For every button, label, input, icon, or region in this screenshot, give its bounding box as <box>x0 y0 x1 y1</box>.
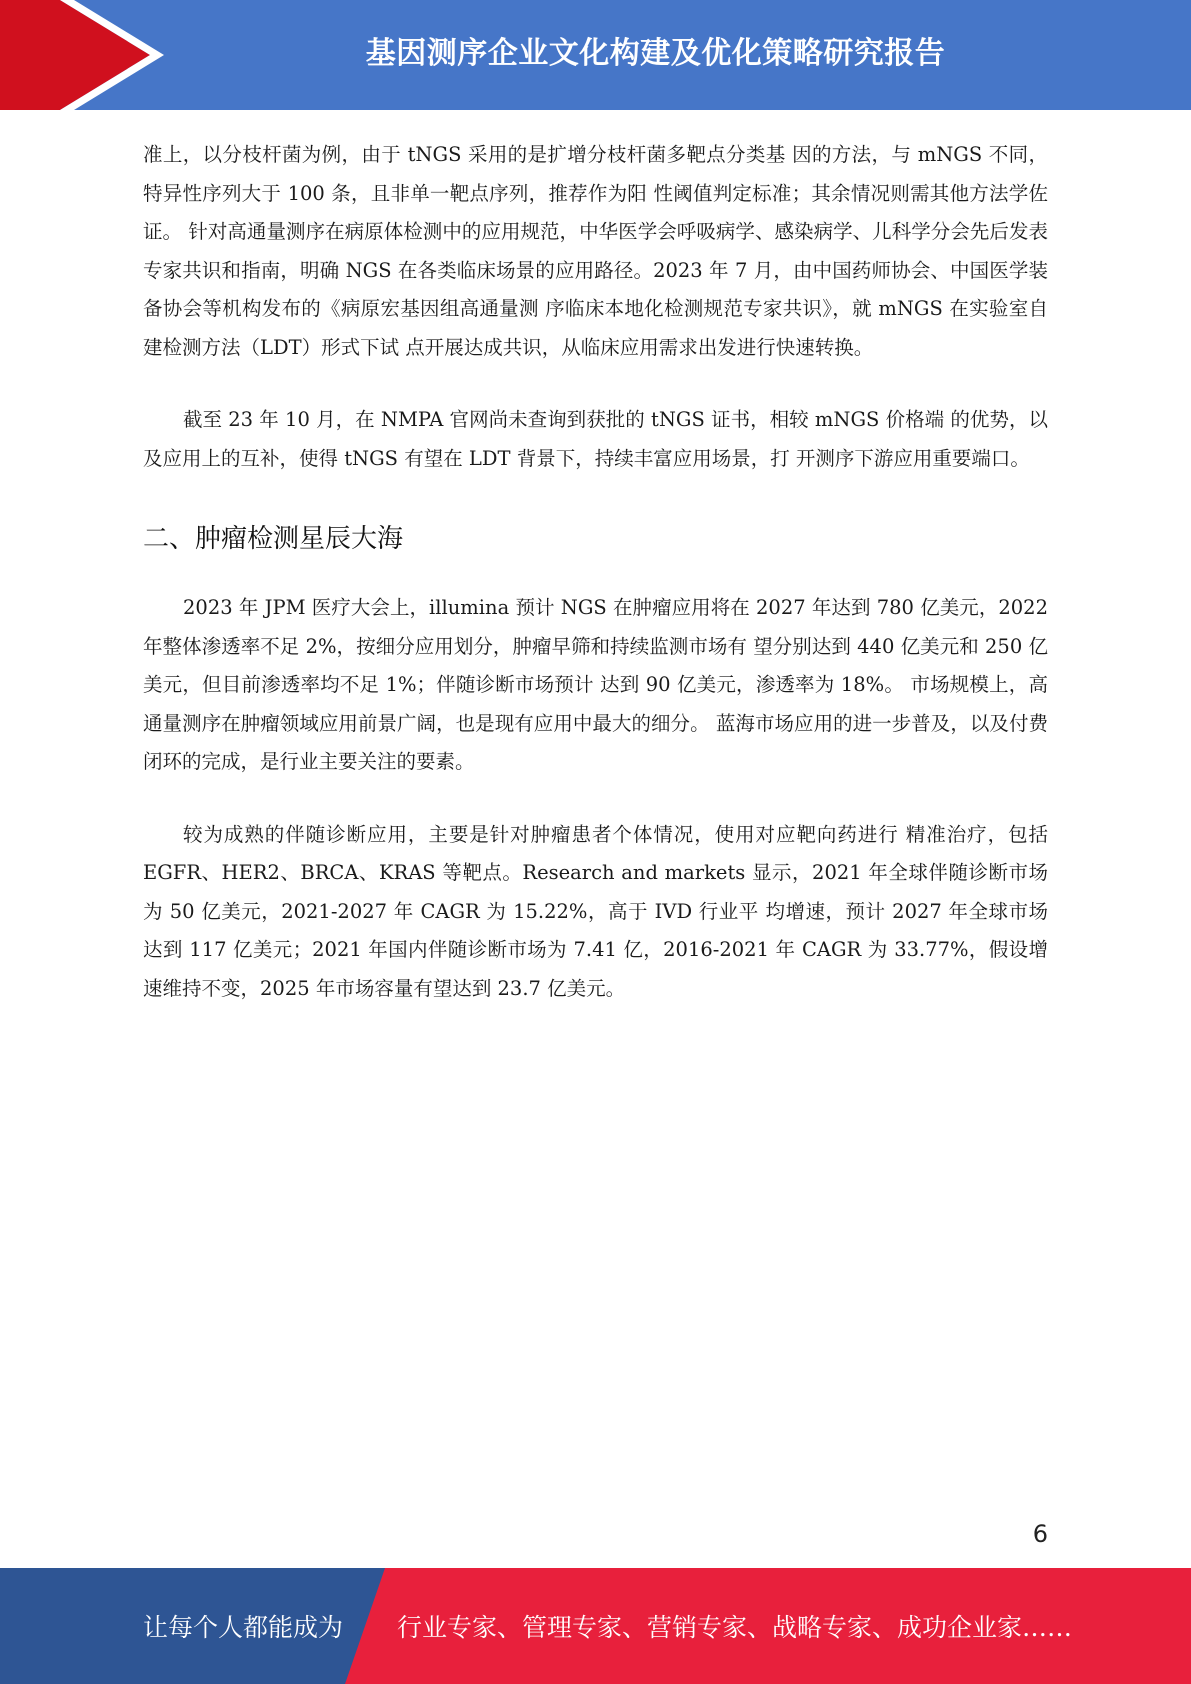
header-chevron-decoration <box>0 0 170 110</box>
body-paragraph: 准上，以分枝杆菌为例，由于 tNGS 采用的是扩增分枝杆菌多靶点分类基 因的方法，与 mNGS 不同，特异性序列大于 100 条，且非单一靶点序列，推荐作为阳 性阈值判定标准；其余情况则需其他方法学佐证。 针对高通量测序在病原体检测中的应用规范，中华医学会呼吸病学、感染病学、儿科学分会先后发表专家共识和指南，明确 NGS 在各类临床场景的应用路径。2023 年 7 月，由中国药师协会、中国医学装备协会等机构发布的《病原宏基因组高通量测 序临床本地化检测规范专家共识》，就 mNGS 在实验室自建检测方法（LDT）形式下试 点开展达成共识，从临床应用需求出发进行快速转换。 <box>143 143 1048 359</box>
page-header <box>0 0 1191 110</box>
page-content <box>143 136 1048 1008</box>
footer-slogan-left: 让每个人都能成为 <box>143 1613 344 1642</box>
page-footer <box>0 1568 1191 1684</box>
body-paragraph: 2023 年 JPM 医疗大会上，illumina 预计 NGS 在肿瘤应用将在 2027 年达到 780 亿美元，2022 年整体渗透率不足 2%，按细分应用划分，肿瘤早筛和持续监测市场有 望分别达到 440 亿美元和 250 亿美元，但目前渗透率均不足 1%；伴随诊断市场预计 达到 90 亿美元，渗透率为 18%。 市场规模上，高通量测序在肿瘤领域应用前景广阔，也是现有应用中最大的细分。 蓝海市场应用的进一步普及，以及付费闭环的完成，是行业主要关注的要素。 <box>143 596 1048 773</box>
footer-slogan-right: 行业专家、管理专家、营销专家、战略专家、成功企业家…… <box>397 1613 1073 1642</box>
document-title: 基因测序企业文化构建及优化策略研究报告 <box>365 36 946 71</box>
page-number: 6 <box>1032 1520 1048 1548</box>
section-heading: 二、肿瘤检测星辰大海 <box>143 524 404 554</box>
body-paragraph: 较为成熟的伴随诊断应用，主要是针对肿瘤患者个体情况，使用对应靶向药进行 精准治疗，包括 EGFR、HER2、BRCA、KRAS 等靶点。Research and markets 显示，2021 年全球伴随诊断市场为 50 亿美元，2021-2027 年 CAGR 为 15.22%，高于 IVD 行业平 均增速，预计 2027 年全球市场达到 117 亿美元；2021 年国内伴随诊断市场为 7.41 亿，2016-2021 年 CAGR 为 33.77%，假设增速维持不变，2025 年市场容量有望达到 23.7 亿美元。 <box>143 822 1048 1000</box>
body-paragraph: 截至 23 年 10 月，在 NMPA 官网尚未查询到获批的 tNGS 证书，相较 mNGS 价格端 的优势，以及应用上的互补，使得 tNGS 有望在 LDT 背景下，持续丰富应用场景，打 开测序下游应用重要端口。 <box>143 408 1048 470</box>
